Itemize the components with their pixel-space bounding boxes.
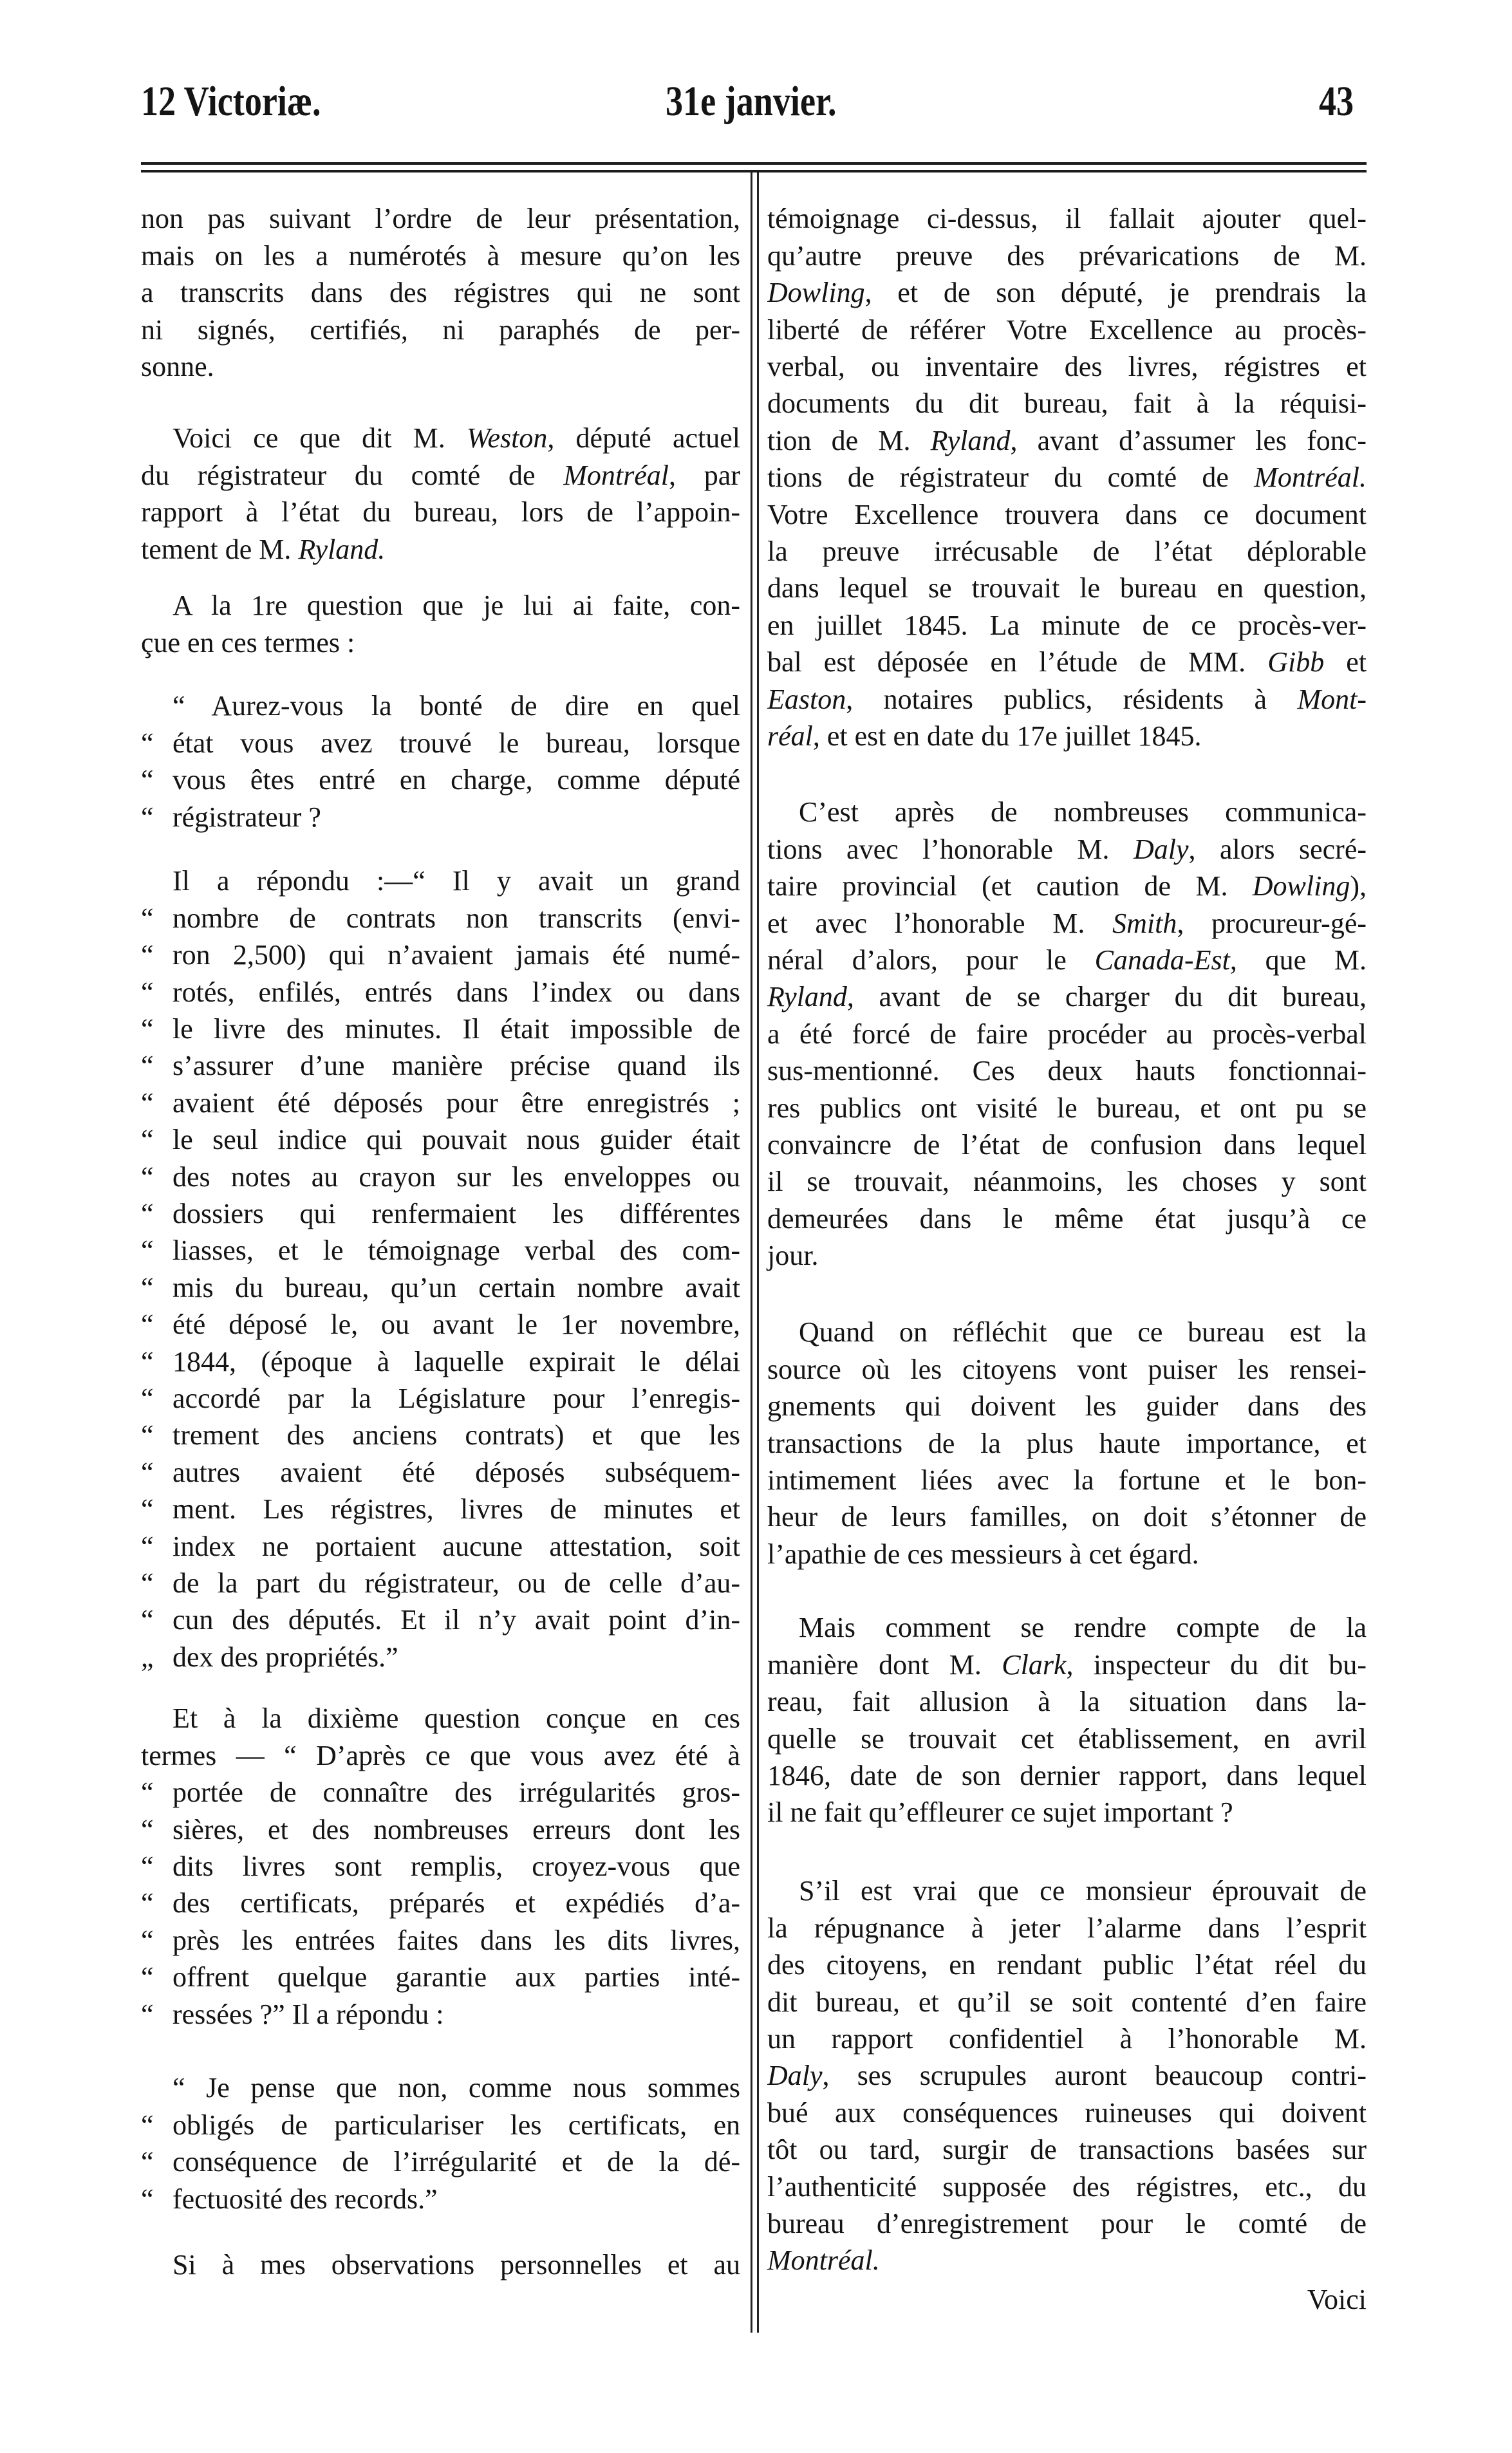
text-line: Mais comment se rendre compte de la — [799, 1612, 1367, 1644]
text-line: avaient été déposés pour être enregistrés ; — [173, 1087, 740, 1119]
text-segment: et — [1324, 646, 1367, 678]
text-line — [767, 2057, 1367, 2094]
text-line: heur de leurs familles, on doit s’étonner de — [767, 1501, 1367, 1533]
text-line: S’il est vrai que ce monsieur éprouvait de — [799, 1875, 1367, 1907]
text-line: ressées ?” Il a répondu : — [173, 1998, 444, 2030]
text-line: des certificats, préparés et expédiés d’a- — [173, 1887, 740, 1919]
italic-name: Montréal. — [767, 2244, 880, 2277]
italic-name: Ryland. — [298, 533, 386, 565]
text-line: intimement liées avec la fortune et le bon- — [767, 1464, 1367, 1496]
italic-name: Ryland — [767, 981, 847, 1013]
quote-mark: “ — [141, 764, 154, 796]
quote-mark: “ — [141, 727, 154, 759]
text-segment: , par — [669, 459, 740, 491]
catchword: Voici — [1307, 2284, 1367, 2315]
text-line — [767, 422, 1367, 459]
text-line: transactions de la plus haute importance, et — [767, 1427, 1367, 1459]
quote-mark: “ — [141, 1050, 154, 1082]
text-line: res publics ont visité le bureau, et ont pu se — [767, 1092, 1367, 1124]
quote-mark: “ — [141, 1604, 154, 1636]
text-line: demeurées dans le même état jusqu’à ce — [767, 1202, 1367, 1235]
text-line: dossiers qui renfermaient les différentes — [173, 1197, 740, 1229]
quote-mark: “ — [141, 2109, 154, 2141]
text-line: dex des propriétés.” — [173, 1641, 398, 1673]
text-line: le livre des minutes. Il était impossible de — [173, 1012, 740, 1045]
text-line: Il a répondu :—“ Il y avait un grand — [173, 865, 740, 897]
text-line: des notes au crayon sur les enveloppes ou — [173, 1161, 740, 1193]
text-line: conséquence de l’irrégularité et de la dé- — [173, 2146, 740, 2178]
italic-name: Dowling — [1252, 870, 1350, 902]
text-line: nombre de contrats non transcrits (envi- — [173, 902, 740, 934]
text-line: témoignage ci-dessus, il fallait ajouter quel- — [767, 203, 1367, 235]
text-line: A la 1re question que je lui ai faite, con- — [173, 590, 740, 622]
italic-name: Daly — [767, 2060, 823, 2092]
quote-mark: “ — [141, 1124, 154, 1156]
text-line: un rapport confidentiel à l’honorable M. — [767, 2022, 1367, 2055]
quote-mark: “ — [141, 1924, 154, 1956]
text-line: mais on les a numérotés à mesure qu’on les — [141, 239, 740, 272]
text-segment: , que M. — [1229, 944, 1367, 976]
text-line: accordé par la Législature pour l’enregis- — [173, 1382, 740, 1414]
quote-mark: “ — [141, 1813, 154, 1845]
text-line: régistrateur ? — [173, 801, 321, 833]
quote-mark: “ — [141, 2146, 154, 2178]
text-segment: taire provincial (et caution de M. — [767, 870, 1253, 902]
text-segment: du régistrateur du comté de — [141, 459, 564, 491]
text-line: la preuve irrécusable de l’état déplorable — [767, 535, 1367, 567]
column-divider-right — [757, 173, 759, 2333]
text-segment: tement de M. — [141, 533, 299, 565]
text-line: cun des députés. Et il n’y avait point d’in- — [173, 1604, 740, 1636]
text-line: index ne portaient aucune attestation, soit — [173, 1530, 740, 1562]
text-line: Si à mes observations personnelles et au — [173, 2249, 740, 2281]
text-line — [173, 420, 740, 456]
text-line: “ Je pense que non, comme nous sommes — [173, 2072, 740, 2104]
quote-mark: “ — [141, 902, 154, 934]
text-line — [767, 274, 1367, 311]
text-line — [767, 681, 1367, 718]
text-line: çue en ces termes : — [141, 626, 355, 658]
quote-mark: „ — [141, 1641, 154, 1673]
text-line: dit bureau, et qu’il se soit contenté d’en faire — [767, 1986, 1367, 2018]
text-line: autres avaient été déposés subséquem- — [173, 1456, 740, 1488]
text-line: documents du dit bureau, fait à la réquisi- — [767, 387, 1367, 420]
quote-mark: “ — [141, 1271, 154, 1303]
text-line: termes — “ D’après ce que vous avez été à — [141, 1739, 740, 1771]
italic-name: Ryland — [930, 424, 1011, 456]
text-line: le seul indice qui pouvait nous guider était — [173, 1124, 740, 1156]
quote-mark: “ — [141, 1998, 154, 2030]
running-head-session: 12 Victoriæ. — [141, 78, 321, 125]
quote-mark: “ — [141, 1456, 154, 1488]
text-line: jour. — [767, 1240, 819, 1272]
text-segment: , alors secré- — [1188, 833, 1367, 865]
italic-name: Daly — [1133, 833, 1189, 865]
text-line: ment. Les régistres, livres de minutes et — [173, 1493, 740, 1525]
text-line: état vous avez trouvé le bureau, lorsque — [173, 727, 740, 759]
text-line: été déposé le, ou avant le 1er novembre, — [173, 1309, 740, 1341]
text-line: a été forcé de faire procéder au procès-verbal — [767, 1018, 1367, 1050]
text-segment: et avec l’honorable M. — [767, 907, 1113, 939]
text-line: tôt ou tard, surgir de transactions basées sur — [767, 2134, 1367, 2166]
column-divider-left — [751, 173, 752, 2333]
text-line: “ Aurez-vous la bonté de dire en quel — [173, 690, 740, 722]
text-line: ni signés, certifiés, ni paraphés de per- — [141, 313, 740, 346]
text-line: portée de connaître des irrégularités gros- — [173, 1777, 740, 1809]
text-line: verbal, ou inventaire des livres, régistres et — [767, 350, 1367, 382]
text-segment: , avant d’assumer les fonc- — [1010, 424, 1367, 456]
text-segment: néral d’alors, pour le — [767, 944, 1095, 976]
text-line: de la part du régistrateur, ou de celle d’au- — [173, 1567, 740, 1599]
text-segment: tion de M. — [767, 424, 931, 456]
text-segment: , et est en date du 17e juillet 1845. — [812, 720, 1202, 752]
quote-mark: “ — [141, 1345, 154, 1377]
text-line — [767, 718, 1367, 754]
text-line: 1844, (époque à laquelle expirait le délai — [173, 1345, 740, 1377]
page-number: 43 — [1319, 78, 1354, 125]
text-line — [767, 868, 1367, 904]
quote-mark: “ — [141, 1382, 154, 1414]
italic-name: Weston — [466, 422, 548, 454]
text-line: convaincre de l’état de confusion dans lequel — [767, 1128, 1367, 1161]
text-line: bué aux conséquences ruineuses qui doivent — [767, 2096, 1367, 2129]
text-line: sonne. — [141, 350, 214, 382]
quote-mark: “ — [141, 1419, 154, 1451]
text-line — [767, 1646, 1367, 1683]
text-line: près les entrées faites dans les dits livres, — [173, 1924, 740, 1956]
text-line: bureau d’enregistrement pour le comté de — [767, 2207, 1367, 2239]
quote-mark: “ — [141, 1493, 154, 1525]
text-line: 1846, date de son dernier rapport, dans lequel — [767, 1759, 1367, 1791]
text-segment: Voici ce que dit M. — [173, 422, 467, 454]
quote-mark: “ — [141, 1850, 154, 1882]
italic-name: Canada-Est — [1094, 944, 1230, 976]
italic-name: Montréal — [563, 459, 669, 491]
text-line: source où les citoyens vont puiser les rensei- — [767, 1353, 1367, 1385]
running-head-date: 31e janvier. — [666, 78, 837, 125]
text-line — [767, 459, 1367, 496]
text-segment: , inspecteur du dit bu- — [1066, 1648, 1367, 1681]
text-line: non pas suivant l’ordre de leur présentation, — [141, 203, 740, 235]
quote-mark: “ — [141, 1530, 154, 1562]
text-line — [767, 644, 1367, 680]
quote-mark: “ — [141, 1961, 154, 1993]
quote-mark: “ — [141, 1309, 154, 1341]
quote-mark: “ — [141, 1235, 154, 1267]
text-line: liasses, et le témoignage verbal des com- — [173, 1235, 740, 1267]
text-line: C’est après de nombreuses communica- — [799, 796, 1367, 828]
quote-mark: “ — [141, 1567, 154, 1599]
italic-name: Clark — [1002, 1648, 1067, 1681]
text-segment: bal est déposée en l’étude de MM. — [767, 646, 1268, 678]
italic-name: Easton — [767, 683, 846, 715]
text-line — [767, 942, 1367, 978]
text-line: quelle se trouvait cet établissement, en avril — [767, 1722, 1367, 1755]
text-line: vous êtes entré en charge, comme député — [173, 764, 740, 796]
quote-mark: “ — [141, 1161, 154, 1193]
header-rule-bottom — [141, 170, 1367, 173]
text-line: s’assurer d’une manière précise quand ils — [173, 1050, 740, 1082]
text-line: obligés de particulariser les certificats, en — [173, 2109, 740, 2141]
quote-mark: “ — [141, 1197, 154, 1229]
text-line: l’authenticité supposée des régistres, etc., du — [767, 2170, 1367, 2203]
text-segment: , avant de se charger du dit bureau, — [846, 981, 1367, 1013]
text-line: dits livres sont remplis, croyez-vous que — [173, 1850, 740, 1882]
text-segment: , notaires publics, résidents à — [846, 683, 1298, 715]
text-segment: manière dont M. — [767, 1648, 1002, 1681]
text-segment: , ses scrupules auront beaucoup contri- — [822, 2060, 1367, 2092]
quote-mark: “ — [141, 939, 154, 971]
text-line: rapport à l’état du bureau, lors de l’appoin- — [141, 496, 740, 528]
text-segment: tions avec l’honorable M. — [767, 833, 1134, 865]
quote-mark: “ — [141, 1887, 154, 1919]
text-line: rotés, enfilés, entrés dans l’index ou dans — [173, 976, 740, 1008]
text-line: sus-mentionné. Ces deux hauts fonctionnai- — [767, 1055, 1367, 1087]
text-line: a transcrits dans des régistres qui ne sont — [141, 277, 740, 309]
text-line: Votre Excellence trouvera dans ce document — [767, 498, 1367, 530]
text-line: la répugnance à jeter l’alarme dans l’esprit — [767, 1912, 1367, 1944]
text-line: Et à la dixième question conçue en ces — [173, 1702, 740, 1735]
text-line: il se trouvait, néanmoins, les choses y sont — [767, 1166, 1367, 1198]
text-line — [767, 978, 1367, 1015]
text-line: fectuosité des records.” — [173, 2183, 438, 2215]
text-line: qu’autre preuve des prévarications de M. — [767, 239, 1367, 272]
text-segment: , et de son député, je prendrais la — [864, 277, 1367, 309]
text-segment: ), — [1350, 870, 1367, 902]
quote-mark: “ — [141, 1012, 154, 1045]
text-segment: tions de régistrateur du comté de — [767, 462, 1255, 494]
quote-mark: “ — [141, 2183, 154, 2215]
italic-name: Montréal. — [1254, 462, 1367, 494]
text-segment: , procureur-gé- — [1177, 907, 1367, 939]
text-line: l’apathie de ces messieurs à cet égard. — [767, 1538, 1199, 1570]
header-rule-top — [141, 162, 1367, 165]
text-line: trement des anciens contrats) et que les — [173, 1419, 740, 1451]
text-line: il ne fait qu’effleurer ce sujet important ? — [767, 1796, 1233, 1829]
text-line — [767, 831, 1367, 868]
quote-mark: “ — [141, 1777, 154, 1809]
text-segment: , député actuel — [547, 422, 740, 454]
text-line — [767, 2242, 1367, 2279]
text-line — [141, 531, 740, 568]
text-line: liberté de référer Votre Excellence au procès- — [767, 313, 1367, 346]
italic-name: Dowling — [767, 277, 865, 309]
text-line: offrent quelque garantie aux parties inté- — [173, 1961, 740, 1993]
italic-name: Mont- — [1297, 683, 1367, 715]
text-line: ron 2,500) qui n’avaient jamais été numé- — [173, 939, 740, 971]
text-line — [141, 457, 740, 494]
text-line: sières, et des nombreuses erreurs dont les — [173, 1813, 740, 1845]
text-line: gnements qui doivent les guider dans des — [767, 1390, 1367, 1422]
text-line — [767, 905, 1367, 942]
text-line: reau, fait allusion à la situation dans la- — [767, 1686, 1367, 1718]
quote-mark: “ — [141, 801, 154, 833]
text-line: Quand on réfléchit que ce bureau est la — [799, 1316, 1367, 1348]
italic-name: réal — [767, 720, 813, 752]
text-line: mis du bureau, qu’un certain nombre avait — [173, 1271, 740, 1303]
quote-mark: “ — [141, 1087, 154, 1119]
italic-name: Smith — [1112, 907, 1177, 939]
text-line: dans lequel se trouvait le bureau en question, — [767, 572, 1367, 604]
text-line: des citoyens, en rendant public l’état réel du — [767, 1949, 1367, 1981]
text-line: en juillet 1845. La minute de ce procès-ver- — [767, 609, 1367, 641]
quote-mark: “ — [141, 976, 154, 1008]
italic-name: Gibb — [1267, 646, 1325, 678]
